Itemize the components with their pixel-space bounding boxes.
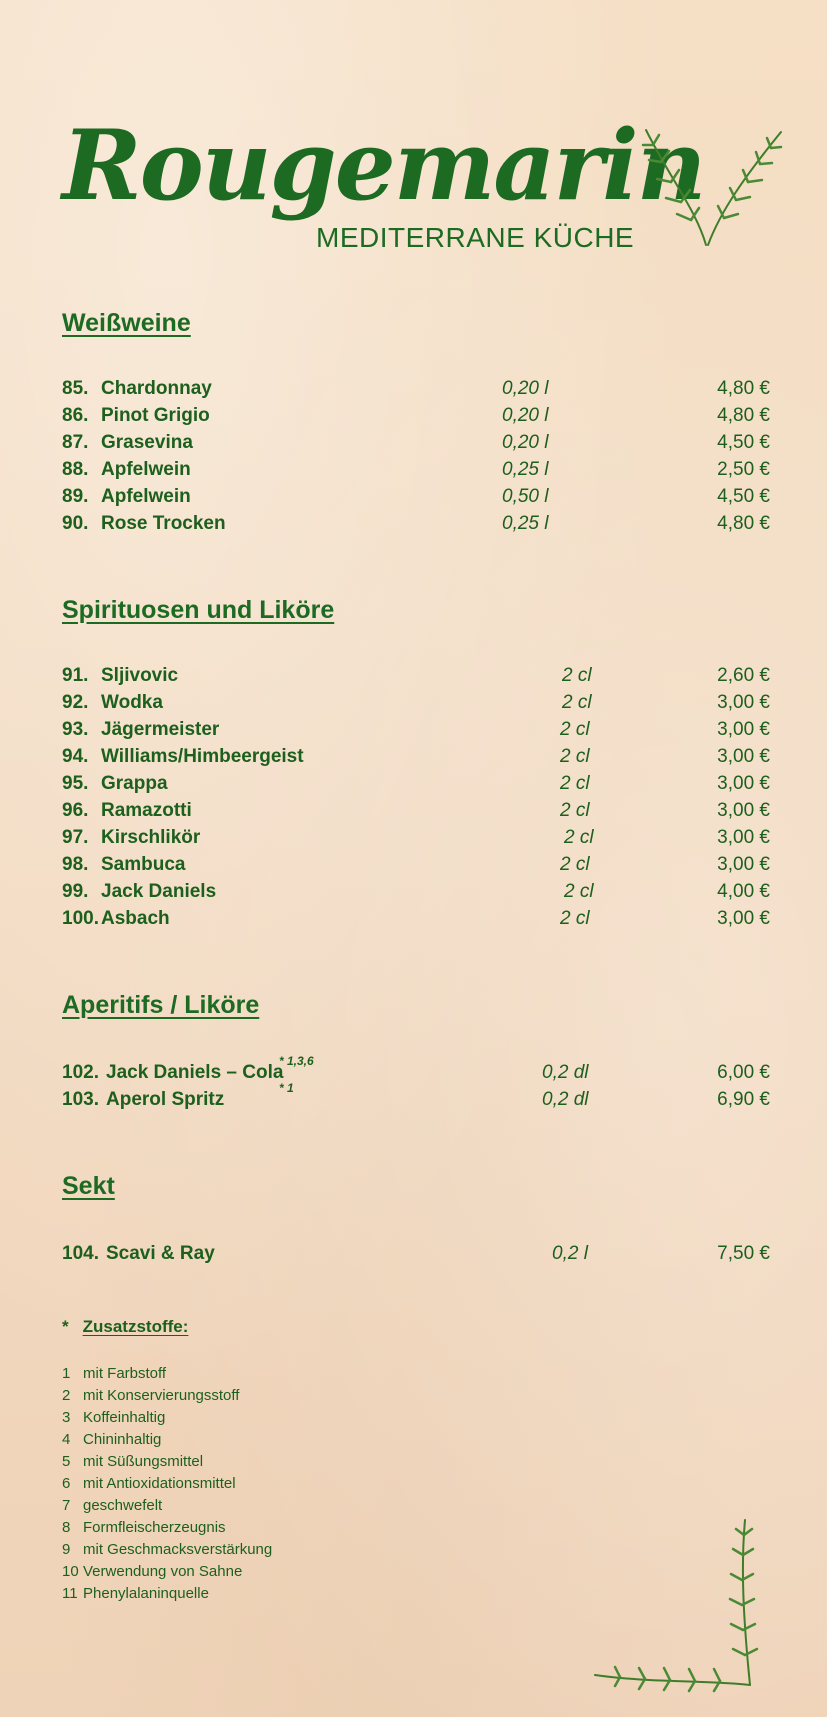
menu-row: 90. Rose Trocken 0,25 l 4,80 € [62,513,770,534]
menu-row: 91. Sljivovic 2 cl 2,60 € [62,665,770,686]
list-item: 9 mit Geschmacksverstärkung [62,1541,273,1558]
menu-row: 85. Chardonnay 0,20 l 4,80 € [62,378,770,399]
list-item: 10 Verwendung von Sahne [62,1563,243,1580]
menu-row: 98. Sambuca 2 cl 3,00 € [62,854,770,875]
menu-row: 89. Apfelwein 0,50 l 4,50 € [62,486,770,507]
menu-row: 104. Scavi & Ray 0,2 l 7,50 € [62,1243,770,1264]
menu-row: 103. Aperol Spritz * 1 0,2 dl 6,90 € [62,1081,770,1110]
menu-row: 95. Grappa 2 cl 3,00 € [62,773,770,794]
menu-row: 93. Jägermeister 2 cl 3,00 € [62,719,770,740]
rosemary-sprig-icon [590,1515,780,1695]
list-item: 11 Phenylalaninquelle [62,1585,209,1602]
brand-tagline: MEDITERRANE KÜCHE [316,222,635,253]
list-item: 1 mit Farbstoff [62,1365,167,1382]
additives-list [62,1363,272,1605]
rosemary-sprig-icon [636,120,786,250]
list-item: 6 mit Antioxidationsmittel [62,1475,236,1492]
menu-row: 94. Williams/Himbeergeist 2 cl 3,00 € [62,746,770,767]
menu-row: 86. Pinot Grigio 0,20 l 4,80 € [62,405,770,426]
menu-row: 88. Apfelwein 0,25 l 2,50 € [62,459,770,480]
menu-row: 102. Jack Daniels – Cola * 1,3,6 0,2 dl 6,00 € [62,1054,770,1083]
list-item: 5 mit Süßungsmittel [62,1453,204,1470]
list-item: 3 Koffeinhaltig [62,1409,166,1426]
list-item: 4 Chininhaltig [62,1431,162,1448]
section-title-spirituosen: Spirituosen und Liköre [62,596,335,624]
menu-row: 100. Asbach 2 cl 3,00 € [62,908,770,929]
list-item: 2 mit Konservierungsstoff [62,1387,240,1404]
brand-logo: Rougemarin [62,109,705,222]
menu-row: 87. Grasevina 0,20 l 4,50 € [62,432,770,453]
section-title-weissweine: Weißweine [62,309,191,337]
menu-row: 97. Kirschlikör 2 cl 3,00 € [62,827,770,848]
menu-row: 92. Wodka 2 cl 3,00 € [62,692,770,713]
additives-title: * Zusatzstoffe: [62,1317,189,1336]
list-item: 7 geschwefelt [62,1497,163,1514]
section-title-aperitifs: Aperitifs / Liköre [62,991,260,1019]
section-title-sekt: Sekt [62,1172,115,1200]
list-item: 8 Formfleischerzeugnis [62,1519,226,1536]
menu-row: 99. Jack Daniels 2 cl 4,00 € [62,881,770,902]
menu-row: 96. Ramazotti 2 cl 3,00 € [62,800,770,821]
